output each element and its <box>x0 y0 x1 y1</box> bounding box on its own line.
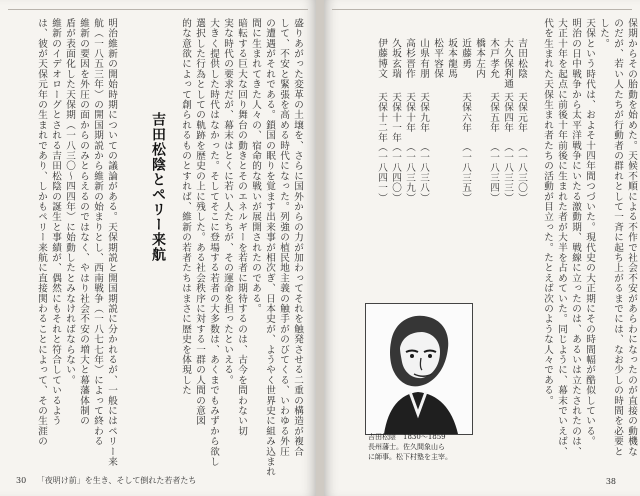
person-name-2: 木戸孝允 <box>488 38 499 79</box>
left-col-14: 維新のイデオローグとされる吉田松陰の誕生と事績が、偶然にもそれと符合しているよう <box>50 18 61 426</box>
right-col-6: 大正十年を起点に前後十年前後に生まれた者が大半を占めていた。同じように、幕末でいえば、 <box>556 18 567 457</box>
person-year-8: （一八三九） <box>404 142 415 204</box>
left-col-5: 暗転する巨大な回り舞台の動きとそのエネルギーを若者に期待するのは、古今を問わない切 <box>236 18 247 437</box>
person-year-0: （一八三〇） <box>516 142 527 204</box>
person-year-10: （一八四一） <box>376 142 387 204</box>
right-top-rule <box>332 9 632 10</box>
person-name-10: 伊藤博文 <box>376 38 387 79</box>
person-era-10: 天保十二年 <box>376 92 387 143</box>
left-col-15: は、彼が天保元年の生まれであり、しかもペリー来航に直接関わることによって、その生涯の <box>36 18 47 447</box>
right-col-2: のだが、若い人たちが行動者の群れとして一斉に起ち上がるまでには、なお少しの時間を必要と <box>612 18 623 457</box>
right-col-7: 代を生まれた天保生まれ者たちの活動が目立った。たとえば次のような人々である。 <box>542 18 553 406</box>
left-col-13: 盾が表面化した天保期（一八三〇～四四年）に始動したとみなければならない。 <box>64 18 75 386</box>
person-name-0: 吉田松陰 <box>516 38 527 79</box>
right-col-5: 明治の日中戦争から太平洋戦争にいたる激動期、戦線に立ったのは、あるいは立たされたのは、 <box>570 18 581 457</box>
person-era-0: 天保元年 <box>516 92 527 133</box>
person-year-4: （一八三五） <box>460 142 471 204</box>
person-name-3: 橋本左内 <box>474 38 485 79</box>
person-name-9: 久坂玄瑞 <box>390 38 401 79</box>
portrait-illustration <box>366 304 472 434</box>
left-col-7: 大きく提供した時代はなかった。そしてそこに登場する若者の大多数は、あくまでもみずから欲し <box>208 18 219 467</box>
person-year-2: （一八三四） <box>488 142 499 204</box>
person-name-1: 大久保利通 <box>502 38 513 89</box>
left-col-1: 盛りあがった変革の土壌を、さらに国外からの力が加わってそれを触発させる二重の構造が複合 <box>292 18 303 457</box>
person-year-9: （一八四〇） <box>390 142 401 204</box>
left-top-rule <box>8 9 308 10</box>
person-name-8: 高杉晋作 <box>404 38 415 79</box>
person-era-4: 天保六年 <box>460 92 471 133</box>
portrait-yoshida-shoin <box>365 303 473 435</box>
right-col-1: 保期からその胎動を始めた。天候不順による不作で社会不安があらわになったのが直接の動機な <box>626 18 637 457</box>
left-col-6: 実な時代の要求だが、幕末はとくに若い人たちが、その運命を担ったといえる。 <box>222 18 233 386</box>
left-col-2: して、不安と緊張を高める時代になった。列強の植民地主義の触手がのびてくる、いわゆる外圧 <box>278 18 289 457</box>
left-col-10: 明治維新の開始時期についての議論がある。天保期説と開国期説に分かれるが、一般にはペリー来 <box>106 18 117 467</box>
book-gutter <box>316 0 324 496</box>
person-era-7: 天保九年 <box>418 92 429 133</box>
right-page-number: 38 <box>605 477 616 486</box>
portrait-caption-line2: 長州藩士。佐久間象山ら <box>368 443 445 451</box>
person-year-7: （一八三八） <box>418 142 429 204</box>
portrait-caption-line3: に師事。松下村塾を主宰。 <box>368 453 452 461</box>
left-heading: 吉田松陰とペリー来航 <box>150 112 166 262</box>
left-col-11: 航（一八五三年）の開国期説から維新の始まりとし、西南戦争（一八七七年）によって終わる <box>92 18 103 447</box>
person-name-7: 山県有朋 <box>418 38 429 79</box>
left-col-9: 的な意欲によって創られるものとすれば、維新の若者たちはまさに歴史を体現した <box>180 18 191 396</box>
portrait-caption-line1: 吉田松陰 1830～1859 <box>368 433 446 441</box>
left-col-12: 維新の要因を外圧の面からのみとらえるのではなく、やはり社会不安の増大と幕藩体制の <box>78 18 89 426</box>
left-footer <box>16 475 204 486</box>
left-running-title: 「夜明け前」を生き、そして倒れた若者たち <box>36 476 197 485</box>
person-era-1: 天保四年 <box>502 92 513 133</box>
right-footer <box>606 477 624 486</box>
person-year-1: （一八三三） <box>502 142 513 204</box>
person-era-8: 天保十年 <box>404 92 415 133</box>
left-col-8: 選択した行為としての軌跡を歴史の上に残した。ある社会秩序に対する一群の人間の意図 <box>194 18 205 426</box>
person-era-9: 天保十一年 <box>390 92 401 143</box>
portrait-caption <box>368 432 478 462</box>
left-page <box>0 0 316 496</box>
right-col-4: 天保という時代は、およそ十四年間つづいた。現代史の大正期にその時間幅が酷似している。 <box>584 18 595 447</box>
person-name-4: 近藤勇 <box>460 38 471 69</box>
left-page-number: 30 <box>16 476 27 485</box>
left-col-3: の遭遇がそれである。鎖国の眠りを覚ます出来事が相次ぎ、日本史が、ようやく世界史に組み込まれ <box>264 18 275 477</box>
person-era-2: 天保五年 <box>488 92 499 133</box>
right-col-3: した。 <box>598 18 609 49</box>
person-name-5: 坂本龍馬 <box>446 38 457 79</box>
person-name-6: 松平容保 <box>432 38 443 79</box>
left-col-4: 間に生まれてきた人々の、宿命的な戦いが展開されたのである。 <box>250 18 261 314</box>
